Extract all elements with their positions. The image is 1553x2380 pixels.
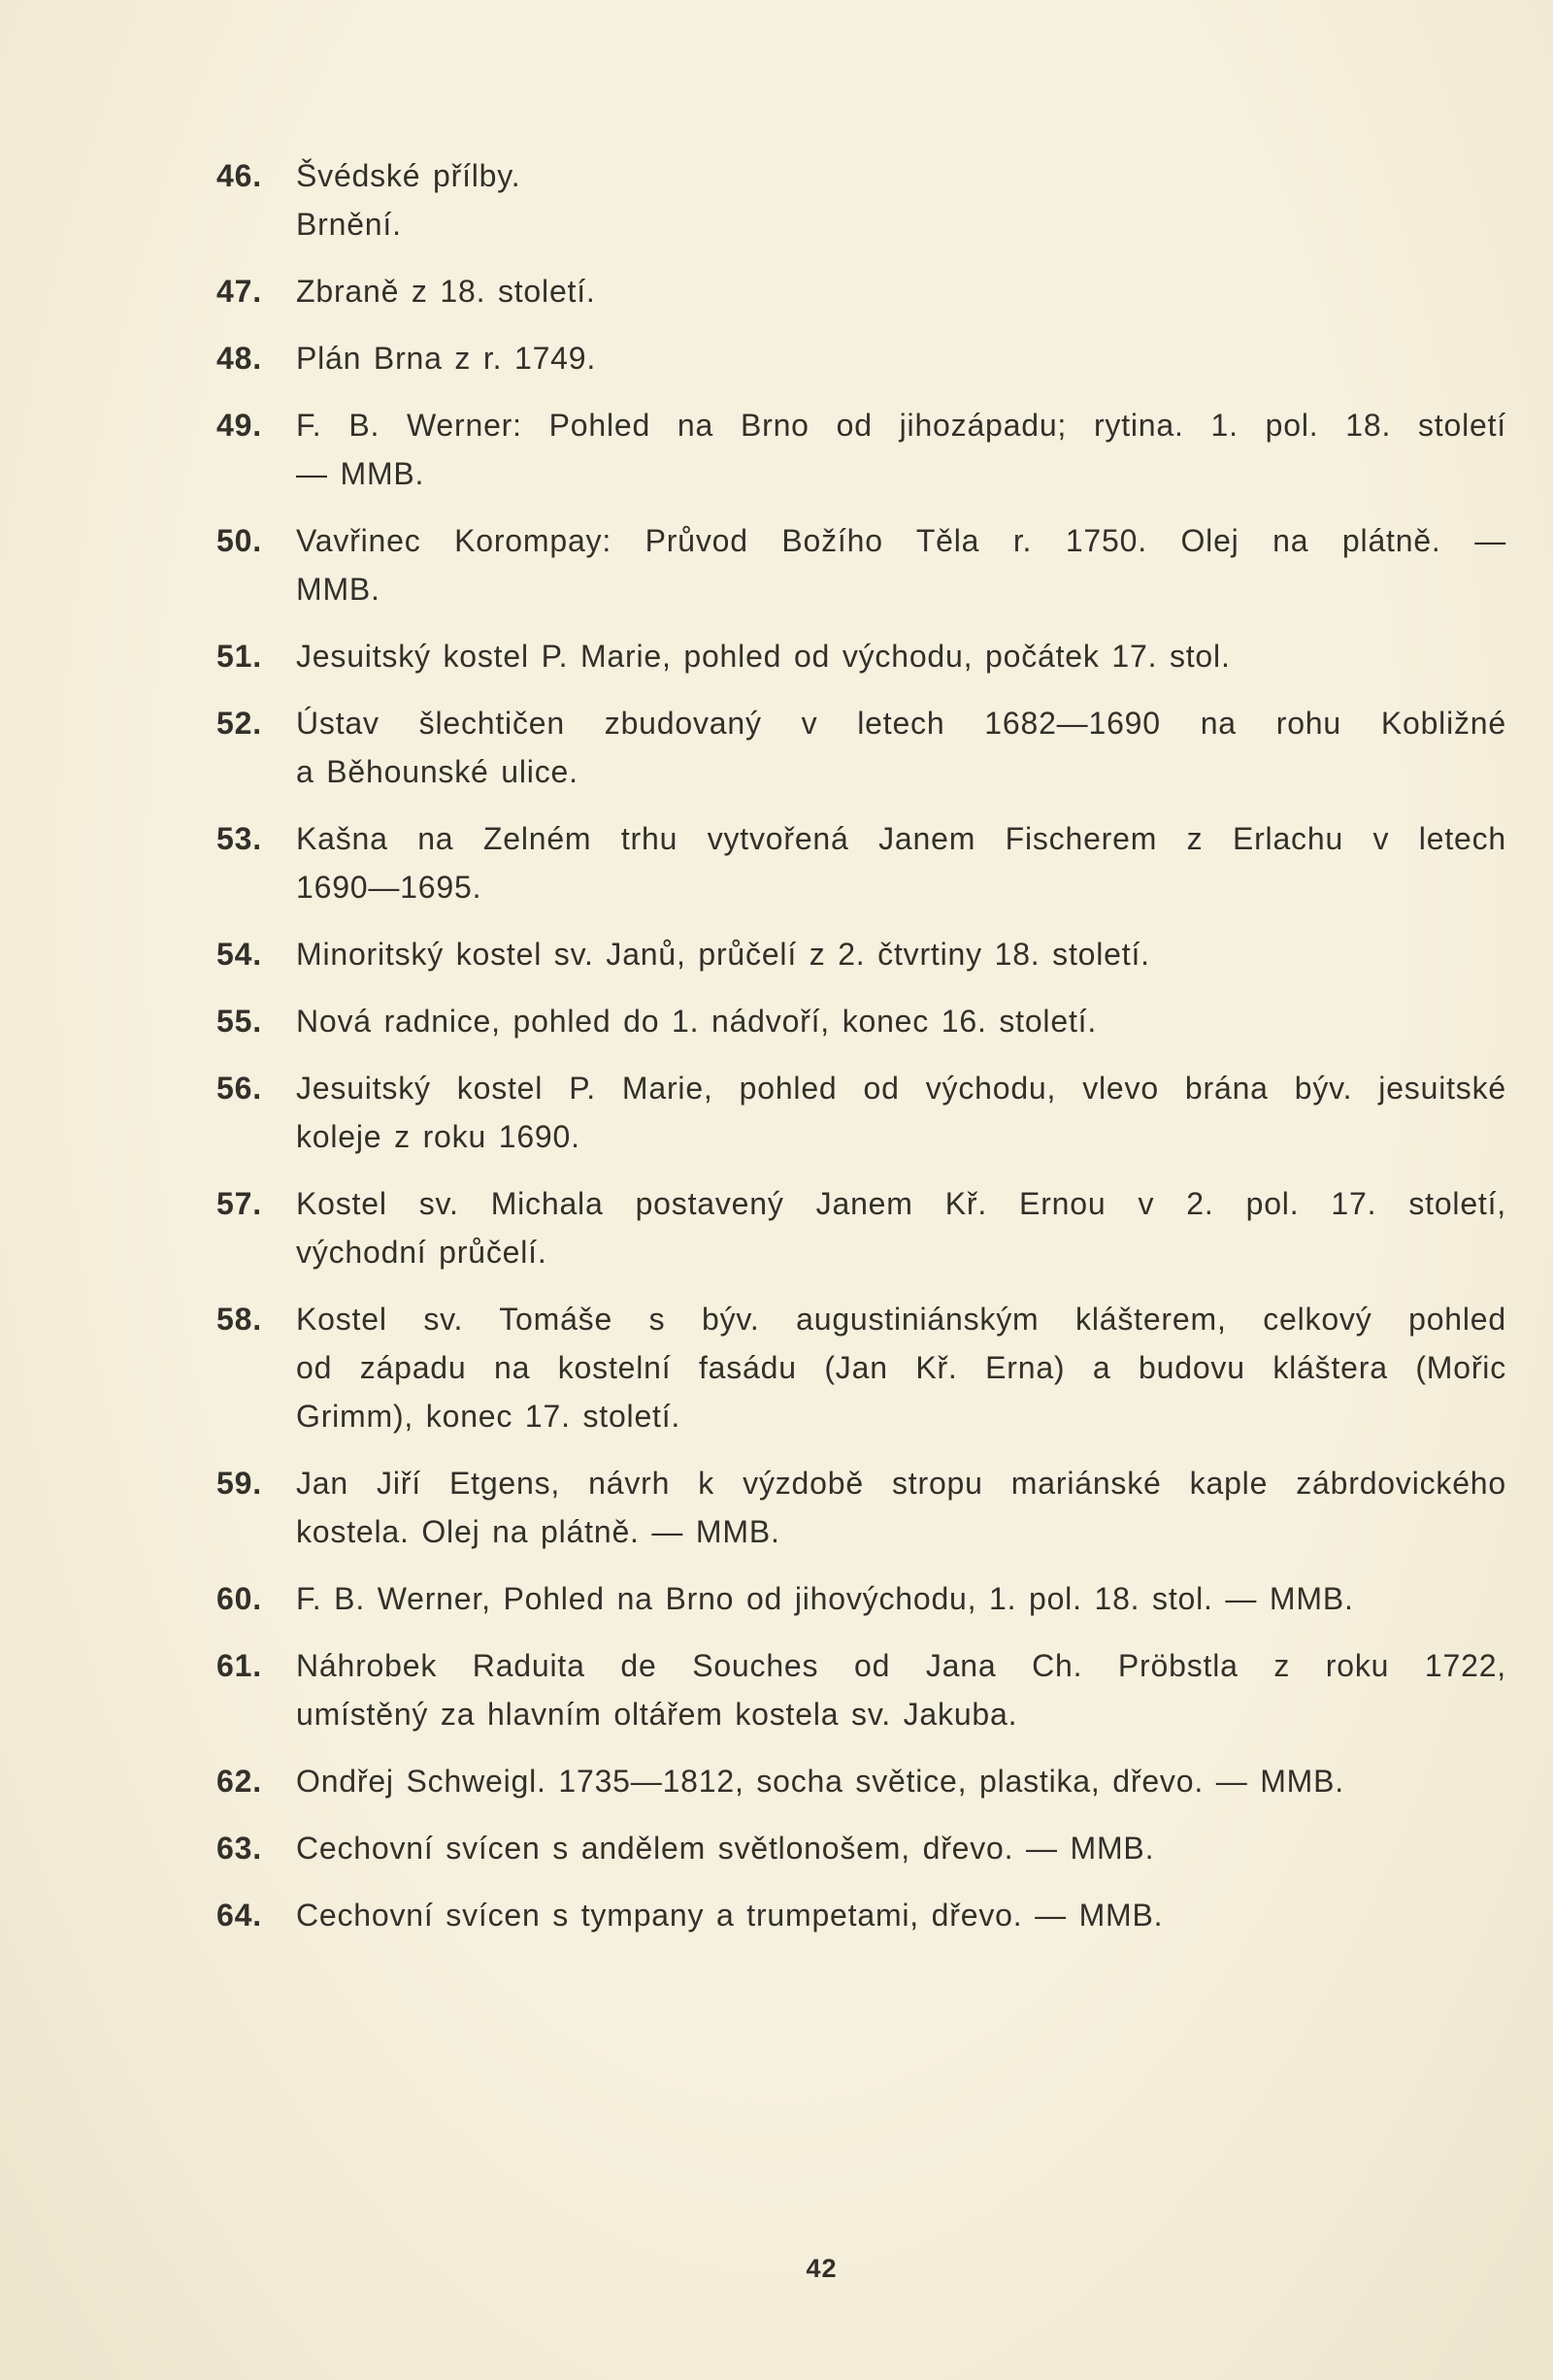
item-text bbox=[296, 997, 1506, 1045]
item-text bbox=[296, 151, 1506, 248]
item-line: F. B. Werner, Pohled na Brno od jihovýchodu, 1. pol. 18. stol. — MMB. bbox=[296, 1581, 1354, 1616]
item-number: 61. bbox=[216, 1648, 262, 1683]
item-number: 52. bbox=[216, 706, 262, 741]
item-number: 47. bbox=[216, 274, 262, 309]
item-line: a Běhounské ulice. bbox=[296, 754, 578, 789]
item-number: 60. bbox=[216, 1581, 262, 1616]
item-line: Švédské přílby. bbox=[296, 158, 521, 193]
item-text bbox=[296, 930, 1506, 978]
item-line: Kašna na Zelném trhu vytvořená Janem Fischerem z Erlachu v letech bbox=[296, 821, 1506, 856]
list-item bbox=[216, 699, 1506, 796]
list-item bbox=[216, 814, 1506, 911]
item-number: 57. bbox=[216, 1186, 262, 1221]
item-text bbox=[296, 401, 1506, 498]
item-number: 50. bbox=[216, 523, 262, 558]
list-item bbox=[216, 1459, 1506, 1556]
item-line: Nová radnice, pohled do 1. nádvoří, konec 16. století. bbox=[296, 1004, 1098, 1039]
item-text bbox=[296, 334, 1506, 382]
item-number: 56. bbox=[216, 1071, 262, 1106]
list-item bbox=[216, 151, 1506, 248]
list-item bbox=[216, 1641, 1506, 1738]
item-line: Jan Jiří Etgens, návrh k výzdobě stropu mariánské kaple zábrdovického bbox=[296, 1466, 1506, 1501]
item-text bbox=[296, 814, 1506, 911]
item-line: Kostel sv. Michala postavený Janem Kř. Ernou v 2. pol. 17. století, bbox=[296, 1186, 1506, 1221]
item-line: — MMB. bbox=[296, 456, 425, 491]
list-item bbox=[216, 1064, 1506, 1161]
list-item bbox=[216, 1824, 1506, 1872]
item-text bbox=[296, 1295, 1506, 1440]
item-text bbox=[296, 267, 1506, 315]
item-number: 55. bbox=[216, 1004, 262, 1039]
item-text bbox=[296, 1757, 1506, 1805]
item-number: 58. bbox=[216, 1302, 262, 1337]
item-number: 46. bbox=[216, 158, 262, 193]
item-number: 51. bbox=[216, 639, 262, 674]
list-item bbox=[216, 401, 1506, 498]
item-line: Plán Brna z r. 1749. bbox=[296, 341, 597, 376]
list-item bbox=[216, 1295, 1506, 1440]
list-item bbox=[216, 516, 1506, 613]
item-line: Jesuitský kostel P. Marie, pohled od východu, počátek 17. stol. bbox=[296, 639, 1231, 674]
list-item bbox=[216, 632, 1506, 680]
item-text bbox=[296, 1891, 1506, 1939]
list-item bbox=[216, 1757, 1506, 1805]
list-item bbox=[216, 1891, 1506, 1939]
item-line: Náhrobek Raduita de Souches od Jana Ch. Pröbstla z roku 1722, bbox=[296, 1648, 1506, 1683]
item-number: 53. bbox=[216, 821, 262, 856]
item-text bbox=[296, 1824, 1506, 1872]
item-line: východní průčelí. bbox=[296, 1235, 547, 1270]
item-text bbox=[296, 516, 1506, 613]
list-item bbox=[216, 930, 1506, 978]
item-text bbox=[296, 1179, 1506, 1276]
item-line: Ondřej Schweigl. 1735—1812, socha světice, plastika, dřevo. — MMB. bbox=[296, 1764, 1344, 1799]
item-line: Zbraně z 18. století. bbox=[296, 274, 596, 309]
item-number: 63. bbox=[216, 1831, 262, 1866]
item-line: umístěný za hlavním oltářem kostela sv. Jakuba. bbox=[296, 1697, 1018, 1732]
item-number: 48. bbox=[216, 341, 262, 376]
item-text bbox=[296, 1574, 1506, 1623]
item-number: 64. bbox=[216, 1898, 262, 1933]
item-line: Kostel sv. Tomáše s býv. augustiniánským klášterem, celkový pohled bbox=[296, 1302, 1506, 1337]
page-number: 42 bbox=[806, 2254, 838, 2283]
list-item bbox=[216, 1179, 1506, 1276]
item-line: Grimm), konec 17. století. bbox=[296, 1399, 681, 1434]
item-line: koleje z roku 1690. bbox=[296, 1119, 580, 1154]
item-text bbox=[296, 632, 1506, 680]
list-item bbox=[216, 334, 1506, 382]
list-item bbox=[216, 997, 1506, 1045]
list-item bbox=[216, 267, 1506, 315]
item-text bbox=[296, 1459, 1506, 1556]
item-number: 62. bbox=[216, 1764, 262, 1799]
item-line: 1690—1695. bbox=[296, 870, 482, 905]
item-number: 54. bbox=[216, 937, 262, 972]
item-line: MMB. bbox=[296, 572, 380, 607]
item-number: 59. bbox=[216, 1466, 262, 1501]
item-line: Cechovní svícen s andělem světlonošem, dřevo. — MMB. bbox=[296, 1831, 1155, 1866]
item-number: 49. bbox=[216, 408, 262, 443]
item-text bbox=[296, 1064, 1506, 1161]
item-line: Minoritský kostel sv. Janů, průčelí z 2. čtvrtiny 18. století. bbox=[296, 937, 1150, 972]
item-line: Jesuitský kostel P. Marie, pohled od východu, vlevo brána býv. jesuitské bbox=[296, 1071, 1506, 1106]
item-line: Brnění. bbox=[296, 207, 402, 242]
list-item bbox=[216, 1574, 1506, 1623]
item-line: Vavřinec Korompay: Průvod Božího Těla r. 1750. Olej na plátně. — bbox=[296, 523, 1506, 558]
item-line: F. B. Werner: Pohled na Brno od jihozápadu; rytina. 1. pol. 18. století bbox=[296, 408, 1506, 443]
item-line: Cechovní svícen s tympany a trumpetami, dřevo. — MMB. bbox=[296, 1898, 1164, 1933]
item-line: Ústav šlechtičen zbudovaný v letech 1682—1690 na rohu Kobližné bbox=[296, 706, 1506, 741]
item-text bbox=[296, 1641, 1506, 1738]
item-line: kostela. Olej na plátně. — MMB. bbox=[296, 1514, 780, 1549]
item-line: od západu na kostelní fasádu (Jan Kř. Erna) a budovu kláštera (Mořic bbox=[296, 1350, 1506, 1385]
item-text bbox=[296, 699, 1506, 796]
